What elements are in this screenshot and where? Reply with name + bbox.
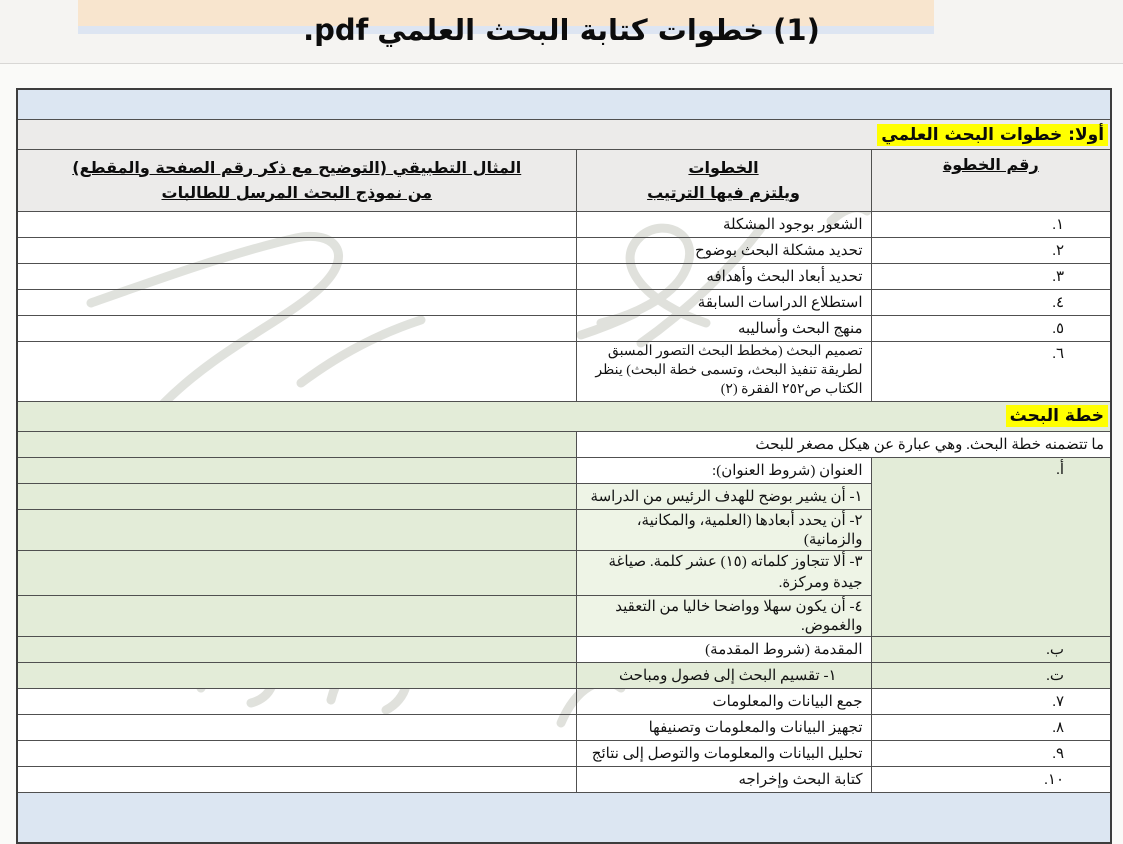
example-cell [17, 662, 576, 688]
example-cell [17, 290, 576, 316]
example-cell [17, 316, 576, 342]
example-cell [17, 264, 576, 290]
table-row [17, 714, 1111, 740]
table-row [17, 740, 1111, 766]
section2-title: خطة البحث [1006, 405, 1108, 427]
section1-title: أولا: خطوات البحث العلمي [877, 124, 1108, 146]
step-text-cell: ٤- أن يكون سهلا وواضحا خاليا من التعقيد والغموض. [576, 595, 871, 636]
section2-cell [17, 401, 1111, 431]
table-row [17, 290, 1111, 316]
col-header-steps: الخطوات ويلتزم فيها الترتيب [576, 150, 871, 212]
example-cell [17, 483, 576, 509]
step-number-cell: ٨. [871, 714, 1111, 740]
step-text-cell: كتابة البحث وإخراجه [576, 766, 871, 792]
document-title [0, 2, 1123, 58]
table-row [17, 264, 1111, 290]
bottom-banner-cell [17, 792, 1111, 843]
step-text-cell: تحديد مشكلة البحث بوضوح [576, 238, 871, 264]
step-text-cell: المقدمة (شروط المقدمة) [576, 636, 871, 662]
table-row [17, 212, 1111, 238]
table-row [17, 662, 1111, 688]
table-row [17, 316, 1111, 342]
table-row [17, 342, 1111, 402]
step-text-cell: تجهيز البيانات والمعلومات وتصنيفها [576, 714, 871, 740]
example-cell [17, 714, 576, 740]
example-cell [17, 238, 576, 264]
file-extension: .pdf [303, 13, 369, 47]
step-letter-cell: أ. [871, 457, 1111, 636]
table-row [17, 688, 1111, 714]
step-text-cell: الشعور بوجود المشكلة [576, 212, 871, 238]
step-number-cell: ٣. [871, 264, 1111, 290]
page-title: خطوات كتابة البحث العلمي [377, 13, 765, 47]
section2-row [17, 401, 1111, 431]
copy-number: (1) [773, 13, 820, 47]
step-number-cell: ١. [871, 212, 1111, 238]
col-header-example: المثال التطبيقي (التوضيح مع ذكر رقم الصفحة والمقطع) من نموذج البحث المرسل للطالبات [17, 150, 576, 212]
plan-intro-cell: ما تتضمنه خطة البحث. وهي عبارة عن هيكل مصغر للبحث [576, 431, 1111, 457]
document-page [16, 88, 1110, 844]
step-text-cell: منهج البحث وأساليبه [576, 316, 871, 342]
example-cell [17, 550, 576, 595]
col-header-step-number: رقم الخطوة [871, 150, 1111, 212]
example-cell [17, 636, 576, 662]
step-letter-cell: ب. [871, 636, 1111, 662]
step-text-cell: ٢- أن يحدد أبعادها (العلمية، والمكانية، والزمانية) [576, 509, 871, 550]
step-letter-cell: ت. [871, 662, 1111, 688]
step-text-cell: جمع البيانات والمعلومات [576, 688, 871, 714]
step-number-cell: ٥. [871, 316, 1111, 342]
table-row [17, 766, 1111, 792]
step-number-cell: ٧. [871, 688, 1111, 714]
step-text-cell: ٣- ألا تتجاوز كلماته (١٥) عشر كلمة. صياغة جيدة ومركزة. [576, 550, 871, 595]
example-cell [17, 740, 576, 766]
step-number-cell: ٤. [871, 290, 1111, 316]
example-cell [17, 457, 576, 483]
table-row [17, 457, 1111, 483]
section1-row [17, 120, 1111, 150]
step-text-cell: تحديد أبعاد البحث وأهدافه [576, 264, 871, 290]
step-text-cell: تحليل البيانات والمعلومات والتوصل إلى نتائج [576, 740, 871, 766]
step-text-cell: العنوان (شروط العنوان): [576, 457, 871, 483]
table-row [17, 636, 1111, 662]
example-cell [17, 431, 576, 457]
example-cell [17, 688, 576, 714]
example-cell [17, 766, 576, 792]
bottom-banner-row [17, 792, 1111, 843]
step-number-cell: ٢. [871, 238, 1111, 264]
plan-intro-row [17, 431, 1111, 457]
research-steps-table [16, 88, 1112, 844]
example-cell [17, 509, 576, 550]
example-cell [17, 212, 576, 238]
top-banner-cell [17, 89, 1111, 120]
step-text-cell: تصميم البحث (مخطط البحث التصور المسبق لطريقة تنفيذ البحث، وتسمى خطة البحث) ينظر الكتاب ص٢٥٢ الفقرة (٢) [576, 342, 871, 402]
step-text-cell: ١- تقسيم البحث إلى فصول ومباحث [576, 662, 871, 688]
column-header-row [17, 150, 1111, 212]
step-text-cell: ١- أن يشير بوضح للهدف الرئيس من الدراسة [576, 483, 871, 509]
step-text-cell: استطلاع الدراسات السابقة [576, 290, 871, 316]
section1-cell [17, 120, 1111, 150]
step-number-cell: ٦. [871, 342, 1111, 402]
example-cell [17, 342, 576, 402]
header-bar [0, 0, 1123, 64]
top-banner-row [17, 89, 1111, 120]
step-number-cell: ٩. [871, 740, 1111, 766]
example-cell [17, 595, 576, 636]
table-row [17, 238, 1111, 264]
step-number-cell: ١٠. [871, 766, 1111, 792]
